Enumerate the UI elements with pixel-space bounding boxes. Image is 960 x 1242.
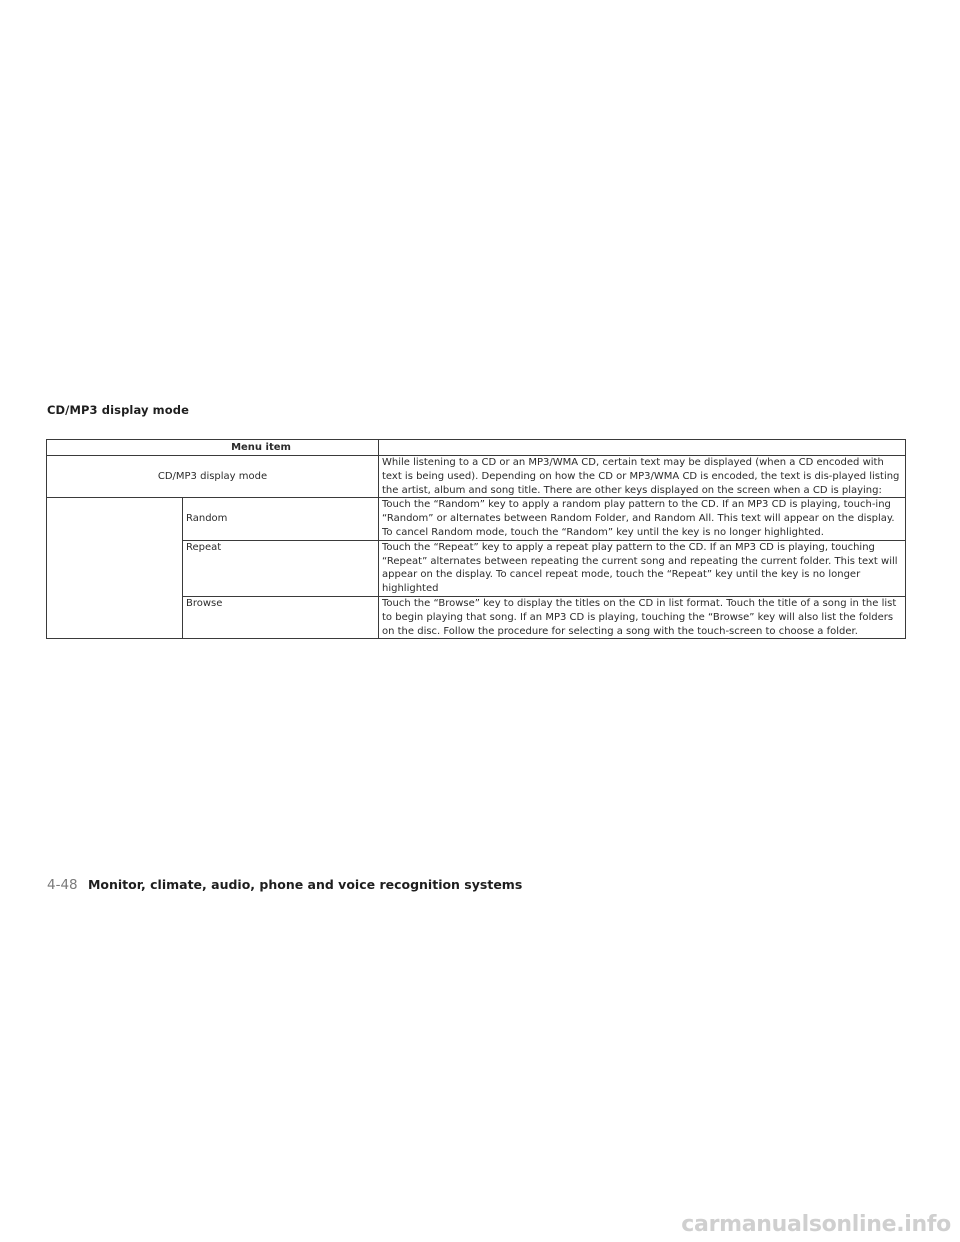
page-number: 4-48	[47, 877, 78, 893]
sub-item-label-random: Random	[183, 498, 379, 540]
menu-item-description: While listening to a CD or an MP3/WMA CD, certain text may be displayed (when a CD encoded with text is being used). Depending on how the CD or MP3/WMA CD is encoded, the text is dis-played listing the artist, album and song title. There are other keys displayed on the screen when a CD is playing:	[379, 456, 906, 498]
table-row-main	[47, 456, 906, 498]
sub-item-label-browse: Browse	[183, 596, 379, 638]
table-row-random	[47, 498, 906, 540]
sub-item-group-spacer	[47, 498, 183, 639]
chapter-title: Monitor, climate, audio, phone and voice recognition systems	[87, 877, 523, 892]
section-title: CD/MP3 display mode	[47, 403, 189, 417]
table-header-row	[47, 440, 906, 456]
menu-item-label: CD/MP3 display mode	[47, 456, 379, 498]
header-description	[379, 440, 906, 456]
sub-item-description-random: Touch the “Random” key to apply a random play pattern to the CD. If an MP3 CD is playing, touch-ing “Random” or alternates between Random Folder, and Random All. This text will appear on the display. To cancel Random mode, touch the “Random” key until the key is no longer highlighted.	[379, 498, 906, 540]
sub-item-description-browse: Touch the “Browse” key to display the titles on the CD in list format. Touch the title of a song in the list to begin playing that song. If an MP3 CD is playing, touching the “Browse” key will also list the folders on the disc. Follow the procedure for selecting a song with the touch-screen to choose a folder.	[379, 596, 906, 638]
sub-item-label-repeat: Repeat	[183, 540, 379, 596]
page-footer	[47, 877, 522, 893]
header-menu-item: Menu item	[47, 440, 379, 456]
watermark-logo: carmanualsonline.info	[681, 1212, 951, 1237]
menu-table	[46, 439, 906, 639]
sub-item-description-repeat: Touch the “Repeat” key to apply a repeat play pattern to the CD. If an MP3 CD is playing, touching “Repeat” alternates between repeating the current song and repeating the current folder. This text will appear on the display. To cancel repeat mode, touch the “Repeat” key until the key is no longer highlighted	[379, 540, 906, 596]
